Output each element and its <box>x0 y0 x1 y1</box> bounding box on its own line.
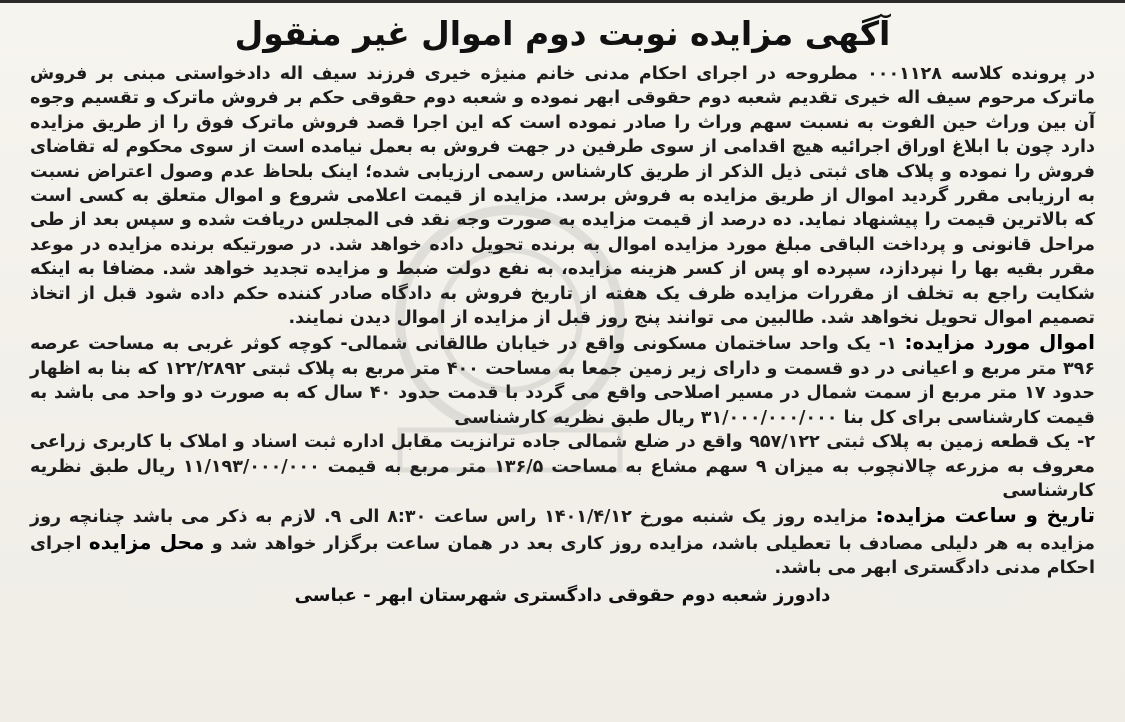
asset-1-text: ۱- یک واحد ساختمان مسکونی واقع در خیابان طالقانی شمالی- کوچه کوثر غربی به مساحت عرصه ۳۹۶ متر مربع و اعیانی در دو قسمت و دارای زیر زمین جمعا به مساحت ۴۰۰ متر مربع به پلاک ثبتی ۱۲۲/۲۸۹۲ که بنا به اظهار حدود ۱۷ متر مربع از سمت شمال در مسیر اصلاحی واقع می گردد با قدمت حدود ۴۰ سال که به صورت دو واحد می باشد به قیمت کارشناسی برای کل بنا ۳۱/۰۰۰/۰۰۰/۰۰۰ ریال طبق نظریه کارشناسی <box>30 334 1095 428</box>
date-paragraph <box>30 503 1095 580</box>
notice-title: آگهی مزایده نوبت دوم اموال غیر منقول <box>234 14 891 53</box>
place-text: اجرای احکام مدنی دادگستری ابهر می باشد. <box>30 533 1095 579</box>
assets-label: اموال مورد مزایده: <box>904 330 1095 355</box>
asset-1-paragraph <box>30 330 1095 430</box>
asset-2-paragraph: ۲- یک قطعه زمین به پلاک ثبتی ۹۵۷/۱۲۲ واقع در ضلع شمالی جاده ترانزیت مقابل اداره ثبت اسناد و املاک با کاربری زراعی معروف به مزرعه چالانچوب به میزان ۹ سهم مشاع به مساحت ۱۳۶/۵ متر مربع به قیمت ۱۱/۱۹۳/۰۰۰/۰۰۰ ریال طبق نظریه کارشناسی <box>30 432 1095 501</box>
notice-body <box>30 62 1095 581</box>
place-label: محل مزایده <box>88 529 205 554</box>
intro-paragraph: در پرونده کلاسه ۰۰۰۱۱۲۸ مطروحه در اجرای احکام مدنی خانم منیژه خیری فرزند سیف اله دادخواستی مبنی بر فروش ماترک مرحوم سیف اله خیری تقدیم شعبه دوم حقوقی ابهر نموده و شعبه دوم حقوقی حکم بر فروش ماترک و تقسیم وجوه آن بین وراث حین الفوت به نسبت سهم وراث را صادر نموده است که این اجرا قصد فروش ماترک فوق را از طریق مزایده دارد چون با ابلاغ اوراق اجرائیه هیچ اقدامی از سوی طرفین در جهت فروش به بعمل نیامده است از سوی محکوم له تقاضای فروش را نموده و پلاک های ثبتی ذیل الذکر از طریق کارشناس رسمی ارزیابی شده؛ اینک بلحاظ عدم وصول اعتراض نسبت به ارزیابی مقرر گردید اموال از طریق مزایده به فروش برسد. مزایده از قیمت اعلامی شروع و اموال متعلق به کسی است که بالاترین قیمت را پیشنهاد نماید. ده درصد از قیمت مزایده به صورت وجه نقد فی المجلس دریافت شده و سپس بعد از طی مراحل قانونی و پرداخت الباقی مبلغ مورد مزایده اموال به برنده تحویل داده خواهد شد. در صورتیکه برنده مزایده در موعد مقرر بقیه بها را نپردازد، سپرده او پس از کسر هزینه مزایده، به نفع دولت ضبط و مزایده تجدید خواهد شد. مضافا به اینکه شکایت راجع به تخلف از مقررات مزایده ظرف یک هفته از تاریخ فروش به دادگاه صادر کننده حکم داده شود قبل از اتخاذ تصمیم اموال تحویل نخواهد شد. طالبین می توانند پنج روز قبل از مزایده از اموال دیدن نمایند. <box>30 64 1095 329</box>
date-label: تاریخ و ساعت مزایده: <box>875 503 1096 528</box>
top-rule <box>0 0 1125 3</box>
date-text: مزایده روز یک شنبه مورخ ۱۴۰۱/۴/۱۲ راس ساعت ۸:۳۰ الی ۹. لازم به ذکر می باشد چنانچه روز مزایده به هر دلیلی مصادف با تعطیلی باشد، مزایده روز کاری بعد در همان ساعت برگزار خواهد شد و <box>30 507 1095 554</box>
notice-footer: دادورز شعبه دوم حقوقی دادگستری شهرستان ابهر - عباسی <box>294 584 831 606</box>
